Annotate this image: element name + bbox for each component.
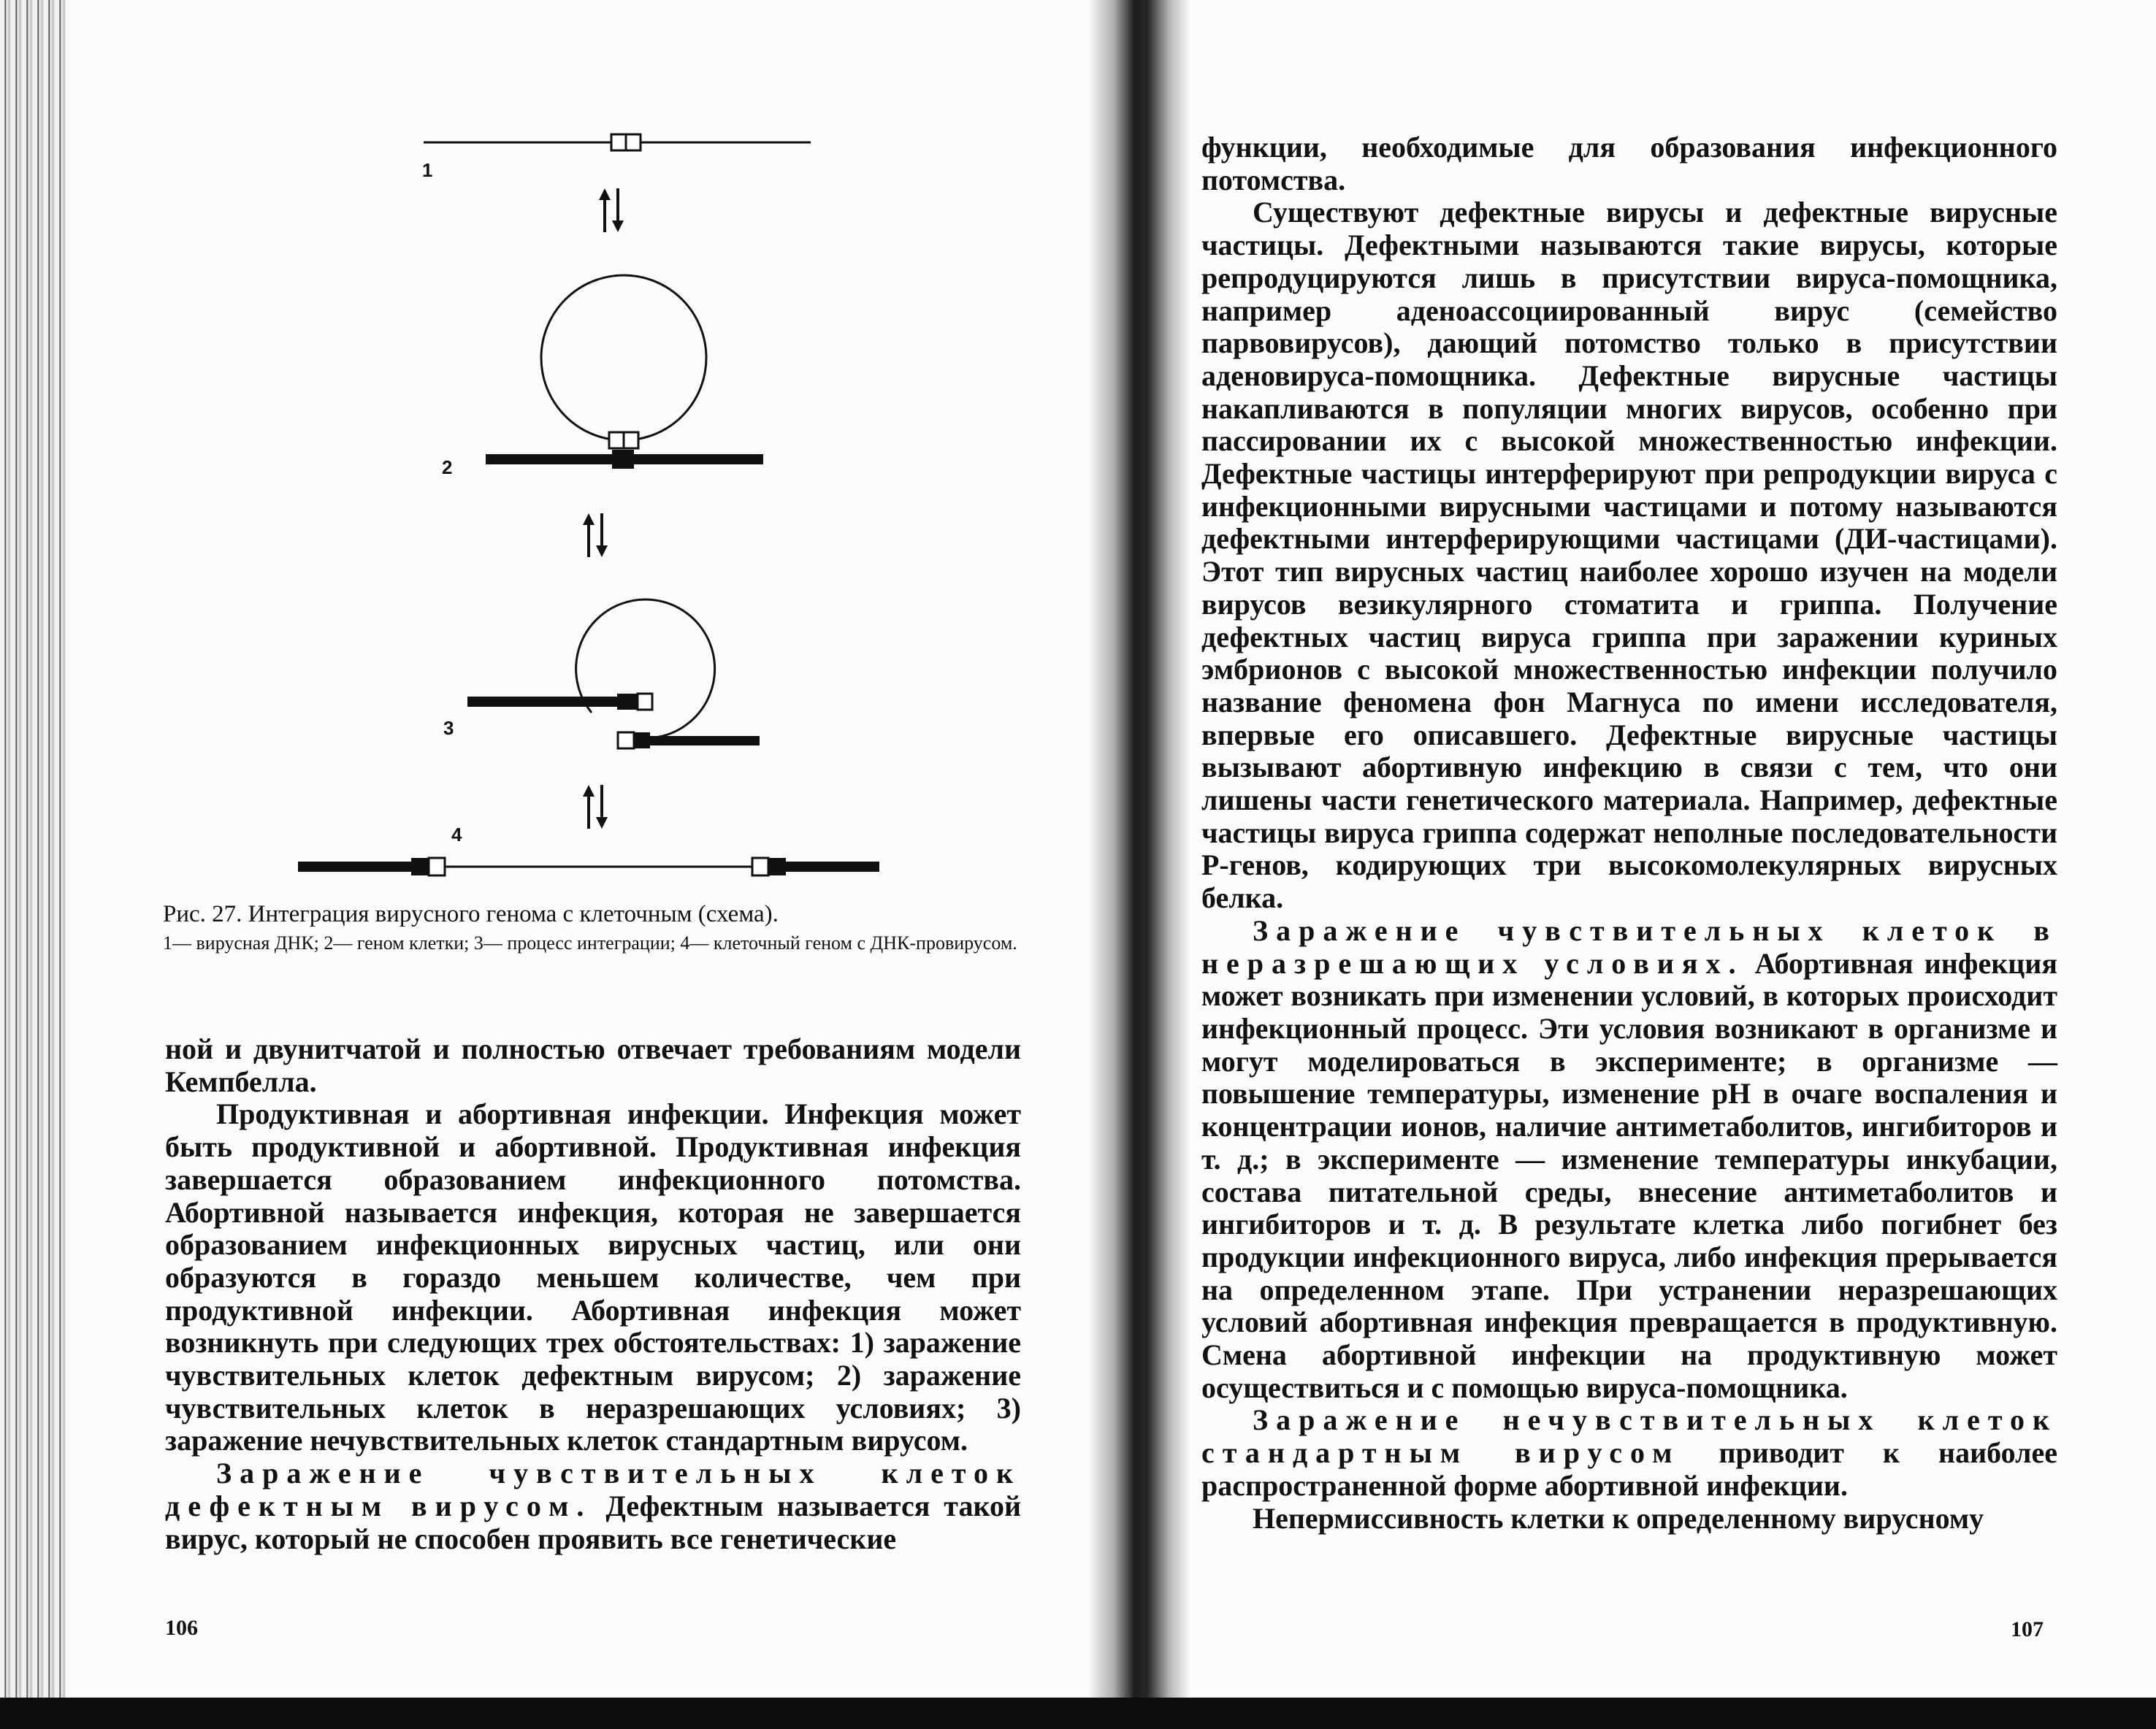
caption-legend: 1— вирусная ДНК; 2— геном клетки; 3— процесс интеграции; 4— клеточный геном с ДНК-провирусом. [163, 932, 1017, 954]
paragraph-body: Дефектным называется такой вирус, который не способен проявить все генетические [165, 1489, 1022, 1555]
figure-label-1: 1 [422, 159, 433, 181]
page-number-left: 106 [165, 1616, 198, 1640]
figure-27-diagram [285, 124, 913, 891]
spaced-heading: Заражение чувствительных клеток дефектным вирусом. [165, 1457, 1021, 1522]
integration-scheme [285, 124, 913, 891]
figure-label-4: 4 [451, 824, 462, 846]
paragraph: Непермиссивность клетки к определенному вирусному [1253, 1501, 1984, 1535]
paragraph-body: Инфекция может быть продуктивной и абортивной. Продуктивная инфекция завершается образованием инфекционного потомства. Абортивной называется инфекция, которая не завершается образованием инфекционных вирусных частиц, или они образуются в гораздо меньшем количестве, чем при продуктивной инфекции. Абортивная инфекция может возникнуть при следующих трех обстоятельствах: 1) заражение чувствительных клеток дефектным вирусом; 2) заражение чувствительных клеток в неразрешающих условиях; 3) заражение нечувствительных клеток стандартным вирусом. [165, 1097, 1021, 1457]
paragraph [1201, 1404, 2057, 1502]
paragraph [1201, 915, 2057, 1405]
right-page-text [1201, 131, 2057, 1535]
paragraph: функции, необходимые для образования инфекционного потомства. [1201, 131, 2057, 196]
stage-2-circle-and-genome [486, 275, 763, 469]
stage-1-viral-dna [424, 134, 811, 150]
paragraph: ной и двунитчатой и полностью отвечает требованиям модели Кемпбелла. [165, 1032, 1021, 1098]
section-heading: Продуктивная и абортивная инфекции. [216, 1097, 769, 1131]
book-binding-edge [0, 0, 66, 1729]
figure-caption [163, 900, 1017, 955]
paragraph-body: приводит к наиболее распространенной форме абортивной инфекции. [1201, 1436, 2058, 1502]
up-down-arrows-icon [599, 188, 624, 232]
stage-3-integration [467, 599, 760, 748]
figure-label-2: 2 [442, 456, 453, 478]
page-number-right: 107 [2011, 1617, 2044, 1641]
scan-bottom-edge [0, 1698, 2156, 1729]
paragraph [165, 1098, 1021, 1457]
book-gutter-shadow [1088, 0, 1190, 1729]
spaced-heading: Заражение нечувствительных клеток стандартным вирусом [1201, 1403, 2057, 1470]
up-down-arrows-icon [583, 513, 608, 557]
stage-4-provirus [298, 858, 879, 875]
paragraph: Существуют дефектные вирусы и дефектные вирусные частицы. Дефектными называются такие вирусы, которые репродуцируются лишь в присутствии вируса-помощника, например аденоассоциированный вирус (семейство парвовирусов), дающий потомство только в присутствии аденовируса-помощника. Дефектные вирусные частицы накапливаются в популяции многих вирусов, особенно при пассировании их с высокой множественностью инфекции. Дефектные частицы интерферируют при репродукции вируса с инфекционными вирусными частицами и потому называются дефектными интерферирующими частицами (ДИ-частицами). Этот тип вирусных частиц наиболее хорошо изучен на модели вирусов везикулярного стоматита и гриппа. Получение дефектных частиц вируса гриппа при заражении куриных эмбрионов с высокой множественностью инфекции получило название феномена фон Магнуса по имени исследователя, впервые его описавшего. Дефектные вирусные частицы вызывают абортивную инфекцию в связи с тем, что они лишены части генетического материала. Например, дефектные частицы вируса гриппа содержат неполные последовательности Р-генов, кодирующих три высокомолекулярных вирусных белка. [1201, 196, 2057, 915]
spaced-heading: Заражение чувствительных клеток в неразрешающих условиях. [1201, 913, 2057, 980]
up-down-arrows-icon [583, 785, 608, 829]
caption-title: Рис. 27. Интеграция вирусного генома с клеточным (схема). [163, 901, 779, 927]
left-page-text [165, 1033, 1021, 1555]
paragraph [165, 1457, 1021, 1555]
figure-label-3: 3 [443, 717, 454, 739]
paragraph-body: Абортивная инфекция может возникать при изменении условий, в которых происходит инфекционный процесс. Эти условия возникают в организме и могут моделироваться в эксперименте; в организме — повышение температуры, изменение pH в очаге воспаления и концентрации ионов, наличие антиметаболитов, ингибиторов и т. д.; в эксперименте — изменение температуры инкубации, состава питательной среды, внесение антиметаболитов и ингибиторов и т. д. В результате клетка либо погибнет без продукции инфекционного вируса, либо инфекция прерывается на определенном этапе. При устранении неразрешающих условий абортивная инфекция превращается в продуктивную. Смена абортивной инфекции на продуктивную может осуществиться и с помощью вируса-помощника. [1201, 946, 2057, 1404]
